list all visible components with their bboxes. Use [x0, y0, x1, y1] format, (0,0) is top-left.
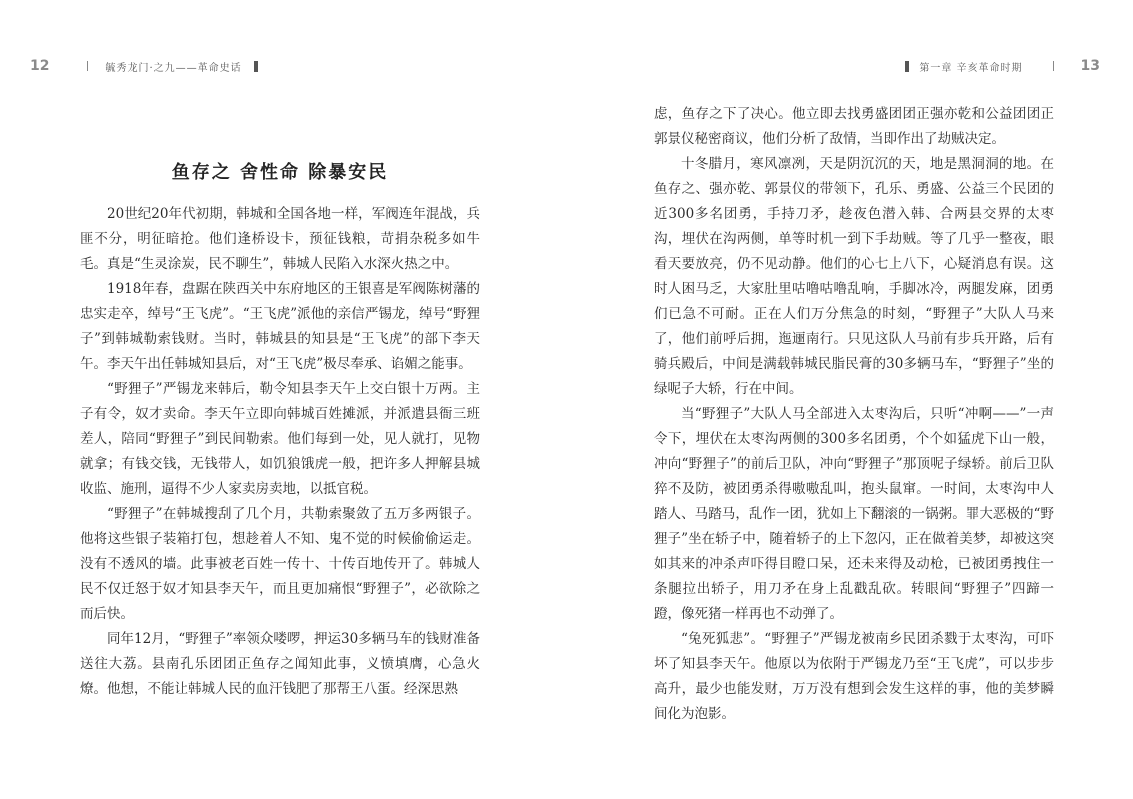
paragraph: 1918年春，盘踞在陕西关中东府地区的王银喜是军阀陈树藩的忠实走卒，绰号“王飞虎”。“王飞虎”派他的亲信严锡龙，绰号“野狸子”到韩城勒索钱财。当时，韩城县的知县是“王飞虎”的部下李天午。李天午出任韩城知县后，对“王飞虎”极尽奉承、谄媚之能事。 — [80, 281, 480, 372]
header-marker — [254, 61, 258, 72]
paragraph: 20世纪20年代初期，韩城和全国各地一样，军阀连年混战，兵匪不分，明征暗抢。他们逢桥设卡，预征钱粮，苛捐杂税多如牛毛。真是“生灵涂炭，民不聊生”，韩城人民陷入水深火热之中。 — [80, 206, 480, 272]
header-divider — [87, 61, 88, 71]
paragraph-continued: 虑，鱼存之下了决心。他立即去找勇盛团团正强亦乾和公益团团正郭景仪秘密商议，他们分析了敌情，当即作出了劫贼决定。 — [654, 106, 1054, 147]
right-page-header — [905, 56, 1100, 76]
right-page — [566, 0, 1133, 799]
paragraph: “野狸子”严锡龙来韩后，勒令知县李天午上交白银十万两。主子有令，奴才卖命。李天午立即向韩城百姓摊派，并派遣县衙三班差人，陪同“野狸子”到民间勒索。他们每到一处，见人就打，见物就拿；有钱交钱，无钱带人，如饥狼饿虎一般，把许多人押解县城收监、施刑，逼得不少人家卖房卖地，以抵官税。 — [80, 381, 480, 497]
header-divider — [1053, 61, 1054, 71]
paragraph: “野狸子”在韩城搜刮了几个月，共勒索聚敛了五万多两银子。他将这些银子装箱打包，想趁着人不知、鬼不觉的时候偷偷运走。没有不透风的墙。此事被老百姓一传十、十传百地传开了。韩城人民不仅迁怒于奴才知县李天午，而且更加痛恨“野狸子”，必欲除之而后快。 — [80, 506, 480, 622]
left-page-header — [30, 56, 258, 76]
left-page — [0, 0, 566, 799]
header-marker — [905, 61, 909, 72]
running-head: 第一章 辛亥革命时期 — [919, 62, 1023, 74]
paragraph: 十冬腊月，寒风凛冽，天是阴沉沉的天，地是黑洞洞的地。在鱼存之、强亦乾、郭景仪的带领下，孔乐、勇盛、公益三个民团的近300多名团勇，手持刀矛，趁夜色潜入韩、合两县交界的太枣沟，埋伏在沟两侧，单等时机一到下手劫贼。等了几乎一整夜，眼看天要放亮，仍不见动静。他们的心七上八下，心疑消息有误。这时人困马乏，大家肚里咕噜咕噜乱响，手脚冰冷，两腿发麻，团勇们已急不可耐。正在人们万分焦急的时刻，“野狸子”大队人马来了，他们前呼后拥，迤逦南行。只见这队人马前有步兵开路，后有骑兵殿后，中间是满载韩城民脂民膏的30多辆马车，“野狸子”坐的绿呢子大轿，行在中间。 — [654, 156, 1054, 397]
page-number: 13 — [1080, 58, 1100, 74]
paragraph: 当“野狸子”大队人马全部进入太枣沟后，只听“冲啊——”一声令下，埋伏在太枣沟两侧的300多名团勇，个个如猛虎下山一般，冲向“野狸子”的前后卫队，冲向“野狸子”那顶呢子绿轿。前后卫队猝不及防，被团勇杀得嗷嗷乱叫，抱头鼠窜。一时间，太枣沟中人踏人、马踏马，乱作一团，犹如上下翻滚的一锅粥。罪大恶极的“野狸子”坐在轿子中，随着轿子的上下忽闪，正在做着美梦，却被这突如其来的冲杀声吓得目瞪口呆，还未来得及动枪，已被团勇拽住一条腿拉出轿子，用刀矛在身上乱戳乱砍。转眼间“野狸子”四蹄一蹬，像死猪一样再也不动弹了。 — [654, 406, 1054, 622]
article-title: 鱼存之 舍性命 除暴安民 — [171, 162, 389, 183]
paragraph: 同年12月，“野狸子”率领众喽啰，押运30多辆马车的钱财准备送往大荔。县南孔乐团团正鱼存之闻知此事，义愤填膺，心急火燎。他想，不能让韩城人民的血汗钱肥了那帮王八蛋。经深思熟 — [80, 631, 480, 697]
right-body-text — [654, 102, 1054, 727]
running-head: 毓秀龙门·之九——革命史话 — [105, 62, 242, 74]
page-number: 12 — [30, 58, 50, 74]
left-body-text — [80, 202, 480, 702]
paragraph: “兔死狐悲”。“野狸子”严锡龙被南乡民团杀戮于太枣沟，可吓坏了知县李天午。他原以为依附于严锡龙乃至“王飞虎”，可以步步高升，最少也能发财，万万没有想到会发生这样的事，他的美梦瞬间化为泡影。 — [654, 631, 1054, 722]
